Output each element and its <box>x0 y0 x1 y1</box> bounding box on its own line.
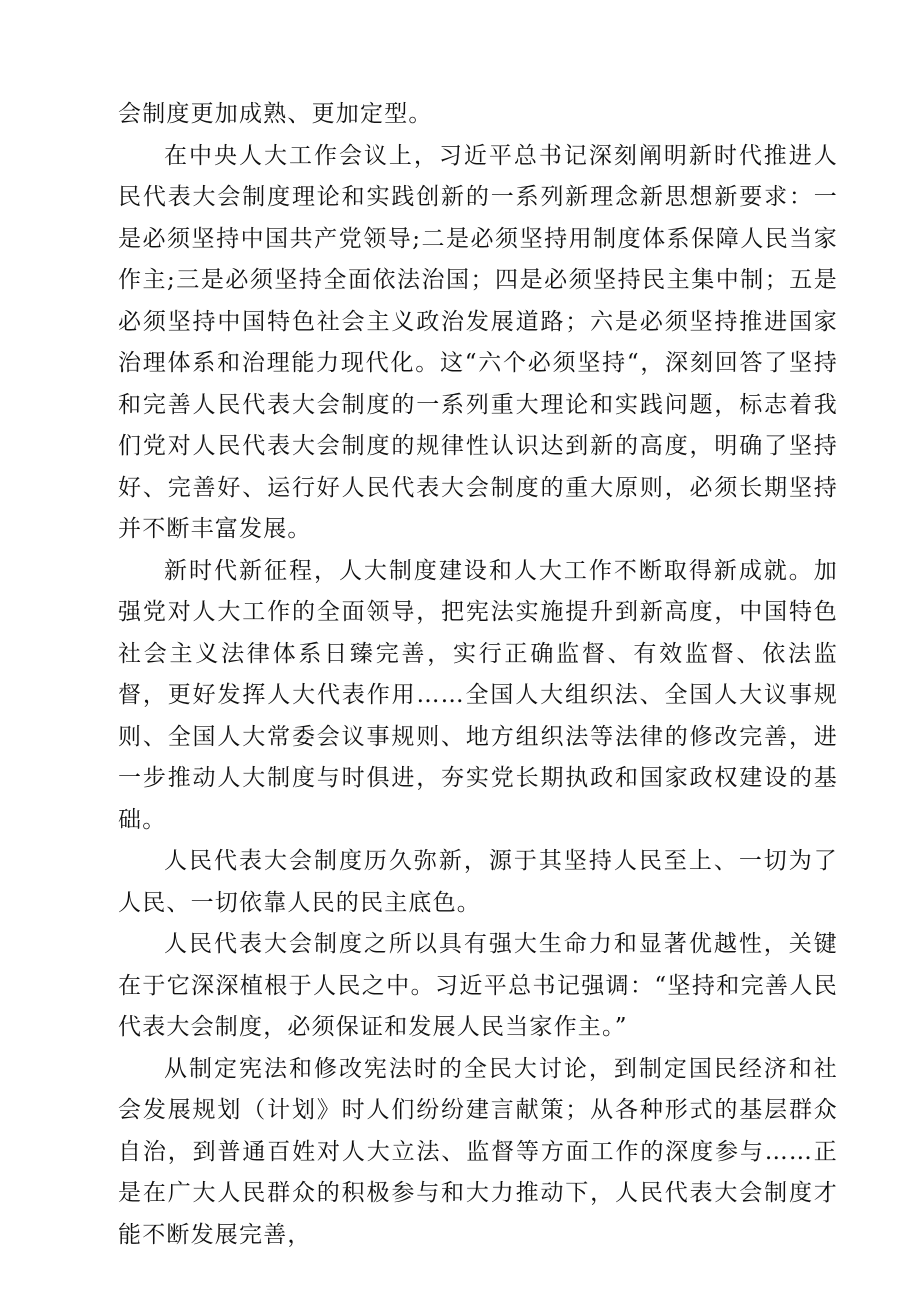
paragraph-6: 从制定宪法和修改宪法时的全民大讨论，到制定国民经济和社会发展规划（计划》时人们纷纷建言献策；从各种形式的基层群众自治，到普通百姓对人大立法、监督等方面工作的深度参与……正是在广大人民群众的积极参与和大力推动下，人民代表大会制度才能不断发展完善， <box>118 1055 838 1248</box>
paragraph-4: 人民代表大会制度历久弥新，源于其坚持人民至上、一切为了人民、一切依靠人民的民主底色。 <box>118 848 838 916</box>
paragraph-1: 会制度更加成熟、更加定型。 <box>118 101 433 127</box>
paragraph-5: 人民代表大会制度之所以具有强大生命力和显著优越性，关键在于它深深植根于人民之中。习近平总书记强调：“坚持和完善人民代表大会制度，必须保证和发展人民当家作主。” <box>118 931 838 1040</box>
document-body <box>118 94 838 1256</box>
paragraph-2: 在中央人大工作会议上，习近平总书记深刻阐明新时代推进人民代表大会制度理论和实践创新的一系列新理念新思想新要求：一是必须坚持中国共产党领导;二是必须坚持用制度体系保障人民当家作主;三是必须坚持全面依法治国；四是必须坚持民主集中制；五是必须坚持中国特色社会主义政治发展道路；六是必须坚持推进国家治理体系和治理能力现代化。这“六个必须坚持“，深刻回答了坚持和完善人民代表大会制度的一系列重大理论和实践问题，标志着我们党对人民代表大会制度的规律性认识达到新的高度，明确了坚持好、完善好、运行好人民代表大会制度的重大原则，必须长期坚持并不断丰富发展。 <box>118 142 838 542</box>
paragraph-3: 新时代新征程，人大制度建设和人大工作不断取得新成就。加强党对人大工作的全面领导，把宪法实施提升到新高度，中国特色社会主义法律体系日臻完善，实行正确监督、有效监督、依法监督，更好发挥人大代表作用……全国人大组织法、全国人大议事规则、全国人大常委会议事规则、地方组织法等法律的修改完善，进一步推动人大制度与时俱进，夯实党长期执政和国家政权建设的基础。 <box>118 557 838 833</box>
